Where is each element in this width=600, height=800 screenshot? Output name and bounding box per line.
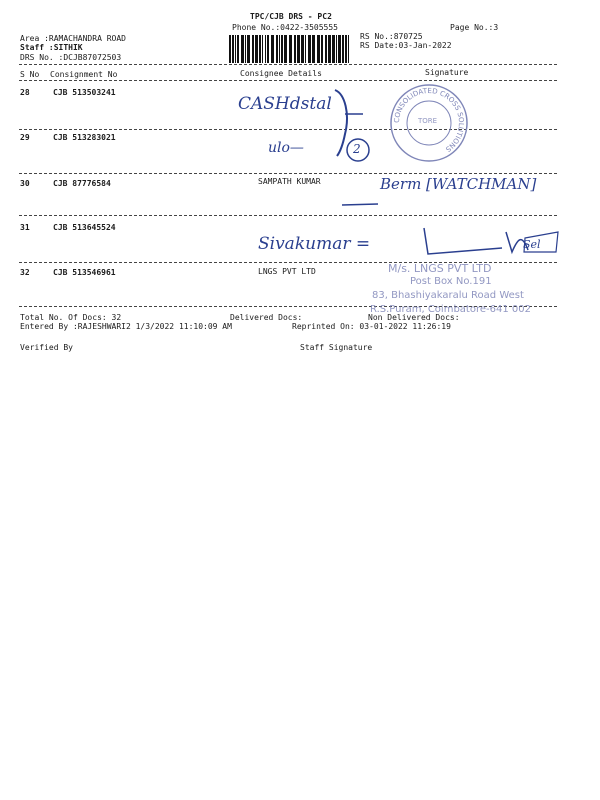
round-seal-text: CONSOLIDATED CROSS SOLUTIONS: [392, 86, 466, 154]
handwritten-name-row30: Berm [WATCHMAN]: [380, 175, 537, 193]
barcode-bar: [338, 35, 341, 63]
barcode-bar: [312, 35, 315, 63]
rs-date: RS Date:03-Jan-2022: [360, 41, 452, 50]
barcode-bar: [276, 35, 278, 63]
barcode-bar: [265, 35, 266, 63]
barcode-bar: [348, 35, 349, 63]
divider: [19, 80, 557, 81]
row-sno: 31: [20, 223, 30, 232]
barcode-bar: [345, 35, 347, 63]
stamp-address-line4: R.S.Puram, Coimbatore-641 002: [370, 304, 531, 315]
phone-number: Phone No.:0422-3505555: [232, 23, 338, 32]
area-label: Area :RAMACHANDRA ROAD: [20, 34, 126, 43]
barcode-bar: [297, 35, 300, 63]
barcode-bar: [279, 35, 280, 63]
page-title: TPC/CJB DRS - PC2: [250, 12, 332, 21]
row-divider: [19, 215, 557, 216]
handwritten-initials-row31: Sel: [523, 238, 541, 251]
row-consignment: CJB 87776584: [53, 179, 111, 188]
row-sno: 29: [20, 133, 30, 142]
handwritten-dash: [340, 200, 380, 210]
barcode: [229, 35, 353, 63]
row-consignment: CJB 513283021: [53, 133, 116, 142]
barcode-bar: [241, 35, 244, 63]
barcode-bar: [328, 35, 331, 63]
barcode-bar: [247, 35, 250, 63]
stamp-address-line1: M/s. LNGS PVT LTD: [388, 262, 492, 275]
staff-signature: Staff Signature: [300, 343, 373, 352]
stamp-address-line3: 83, Bhashiyakaralu Road West: [372, 290, 524, 301]
row-divider: [19, 129, 557, 130]
non-delivered-docs: Non Delivered Docs:: [368, 313, 460, 322]
row-consignee: LNGS PVT LTD: [258, 267, 316, 276]
barcode-bar: [301, 35, 304, 63]
handwritten-name-row28: CASHdstal: [238, 94, 332, 114]
drs-number: DRS No. :DCJB87072503: [20, 53, 122, 62]
barcode-bar: [332, 35, 335, 63]
barcode-bar: [308, 35, 311, 63]
barcode-bar: [252, 35, 254, 63]
col-header-signature: Signature: [425, 68, 469, 77]
staff-label: Staff :SITHIK: [20, 43, 83, 52]
row-consignment: CJB 513645524: [53, 223, 116, 232]
round-seal-center: TORE: [418, 117, 438, 125]
reprinted-on: Reprinted On: 03-01-2022 11:26:19: [292, 322, 451, 331]
barcode-bar: [271, 35, 274, 63]
entered-by: Entered By :RAJESHWARI2 1/3/2022 11:10:09 AM: [20, 322, 232, 331]
barcode-bar: [317, 35, 320, 63]
barcode-bar: [232, 35, 234, 63]
barcode-bar: [259, 35, 261, 63]
row-consignment: CJB 513503241: [53, 88, 116, 97]
barcode-bar: [284, 35, 287, 63]
row-consignment: CJB 513546961: [53, 268, 116, 277]
barcode-bar: [321, 35, 323, 63]
barcode-bar: [289, 35, 292, 63]
row-consignee: SAMPATH KUMAR: [258, 177, 321, 186]
row-sno: 30: [20, 179, 30, 188]
barcode-bar: [336, 35, 337, 63]
barcode-bar: [281, 35, 283, 63]
handwritten-circle-number: 2: [353, 142, 361, 156]
verified-by: Verified By: [20, 343, 73, 352]
col-header-consignee: Consignee Details: [240, 69, 322, 78]
handwritten-mark-row29: ulo—: [268, 140, 304, 156]
barcode-bar: [255, 35, 258, 63]
stamp-address-line2: Post Box No.191: [410, 276, 492, 287]
page-number: Page No.:3: [450, 23, 499, 32]
barcode-bar: [237, 35, 239, 63]
row-divider: [19, 173, 557, 174]
barcode-bar: [229, 35, 231, 63]
col-header-consignment: Consignment No: [50, 70, 118, 79]
barcode-bar: [342, 35, 344, 63]
barcode-bar: [245, 35, 246, 63]
barcode-bar: [305, 35, 306, 63]
barcode-bar: [267, 35, 269, 63]
delivered-docs: Delivered Docs:: [230, 313, 303, 322]
barcode-bar: [325, 35, 327, 63]
rs-number: RS No.:870725: [360, 32, 423, 41]
row-sno: 28: [20, 88, 30, 97]
row-sno: 32: [20, 268, 30, 277]
col-header-sno: S No: [20, 70, 40, 79]
barcode-bar: [294, 35, 296, 63]
total-docs: Total No. Of Docs: 32: [20, 313, 122, 322]
handwritten-name-row31: Sivakumar =: [258, 234, 371, 254]
barcode-bar: [235, 35, 236, 63]
barcode-bar: [262, 35, 263, 63]
divider: [19, 64, 557, 65]
